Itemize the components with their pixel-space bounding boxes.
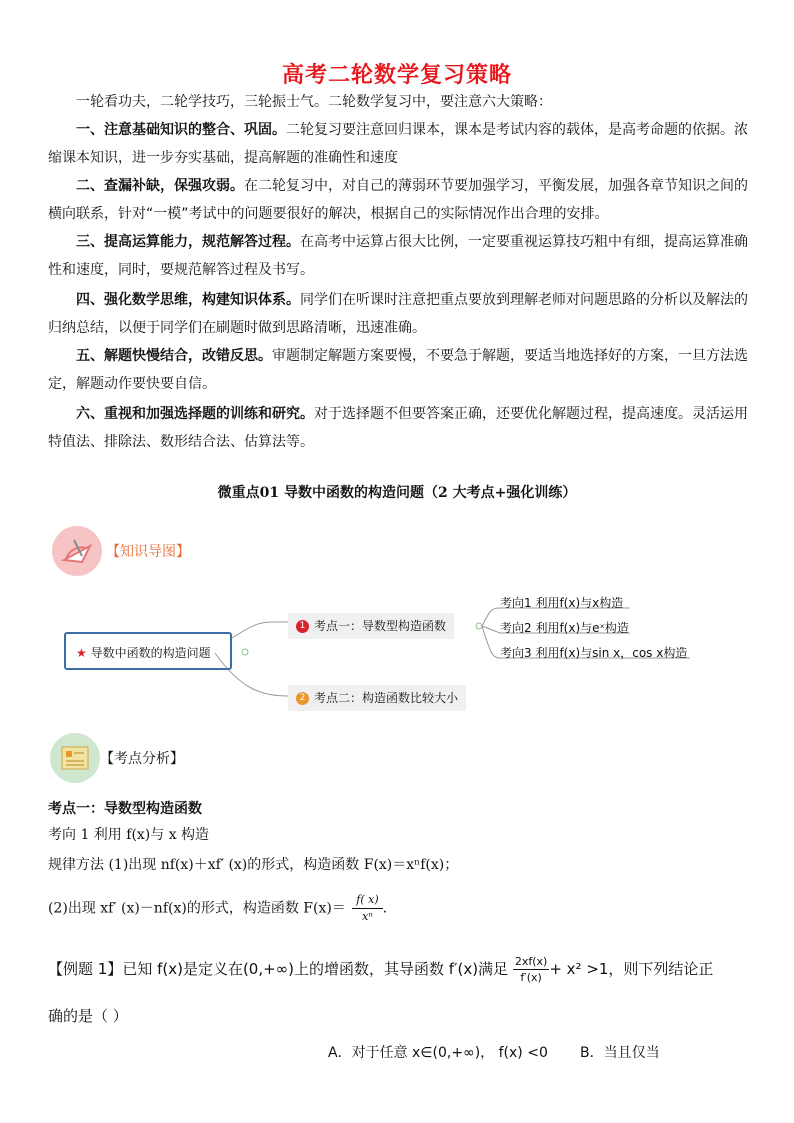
strategy-6-body: 对于选择题不但要答案正确，还要优化解题过程，提高速度。灵活运用特值法、排除法、数形结合法、估算法等。 [48, 406, 748, 450]
knowledge-map-label: 【知识导图】 [106, 544, 190, 560]
strategy-6-head: 六、重视和加强选择题的训练和研究。 [76, 406, 314, 422]
branch-1-label: 考点一：导数型构造函数 [314, 619, 447, 633]
example-label: 【例题 1】 [48, 960, 123, 978]
strategy-3 [48, 228, 748, 284]
example-text-c: 确的是（ ） [48, 1007, 128, 1025]
branch-2-label: 考点二：构造函数比较大小 [314, 691, 459, 705]
branch-2-number: 2 [296, 692, 309, 705]
fraction-numerator: f( x) [352, 892, 382, 909]
strategy-5-body: 审题制定解题方案要慢，不要急于解题，要适当地选择好的方案，一旦方法选定，解题动作要快要自信。 [48, 348, 748, 392]
example-fraction-denominator: f′(x) [520, 971, 542, 984]
point-1-title: 考点一：导数型构造函数 [48, 801, 202, 817]
strategy-3-body: 在高考中运算占很大比例，一定要重视运算技巧粗中有细，提高运算准确性和速度，同时，要规范解答过程及书写。 [48, 234, 748, 278]
strategy-4 [48, 286, 748, 342]
example-fraction-numerator: 2xf(x) [514, 955, 548, 968]
document-icon [50, 733, 100, 783]
strategy-1-head: 一、注意基础知识的整合、巩固。 [76, 122, 286, 138]
example-text-a: 已知 f(x)是定义在(0,+∞)上的增函数，其导函数 f′(x)满足 [122, 960, 509, 978]
mindmap-branch-1 [288, 613, 454, 639]
strategy-6 [48, 400, 748, 456]
strategy-4-head: 四、强化数学思维，构建知识体系。 [76, 292, 300, 308]
mindmap-root-label: 导数中函数的构造问题 [90, 646, 211, 660]
strategy-1 [48, 116, 748, 172]
option-b: B．当且仅当 [580, 1045, 660, 1061]
strategy-2-body: 在二轮复习中，对自己的薄弱环节要加强学习，平衡发展，加强各章节知识之间的横向联系，针对“一模”考试中的问题要很好的解决，根据自己的实际情况作出合理的安排。 [48, 178, 748, 222]
direction-1: 考向 1 利用 f(x)与 x 构造 [48, 827, 210, 843]
strategy-5 [48, 342, 748, 398]
fraction-denominator: xⁿ [362, 910, 373, 923]
fraction [352, 892, 382, 925]
analysis-label: 【考点分析】 [100, 751, 184, 767]
mindmap-leaf-1: 考向1 利用f(x)与x构造 [500, 596, 624, 610]
strategy-2-head: 二、查漏补缺，保强攻弱。 [76, 178, 244, 194]
page-title: 高考二轮数学复习策略 [281, 63, 512, 88]
intro-paragraph: 一轮看功夫，二轮学技巧，三轮振士气。二轮数学复习中，要注意六大策略： [76, 94, 552, 110]
strategy-4-body: 同学们在听课时注意把重点要放到理解老师对问题思路的分析以及解法的归纳总结，以便于同学们在刷题时做到思路清晰，迅速准确。 [48, 292, 748, 336]
mindmap-branch-2 [288, 685, 466, 711]
branch-1-number: 1 [296, 620, 309, 633]
rule-line-2-text: (2)出现 xf′ (x)－nf(x)的形式，构造函数 F(x)＝ [48, 900, 346, 917]
example-text-b: + x² >1，则下列结论正 [549, 960, 714, 978]
mindmap-leaf-2: 考向2 利用f(x)与eˣ构造 [500, 621, 629, 635]
mindmap-root [64, 632, 232, 670]
section-subtitle: 微重点01 导数中函数的构造问题（2 大考点+强化训练） [217, 485, 577, 501]
strategy-1-body: 二轮复习要注意回归课本，课本是考试内容的载体，是高考命题的依据。浓缩课本知识，进一步夯实基础，提高解题的准确性和速度 [48, 122, 748, 166]
mindmap-leaf-3: 考向3 利用f(x)与sin x，cos x构造 [500, 646, 688, 660]
strategy-5-head: 五、解题快慢结合，改错反思。 [76, 348, 272, 364]
example-fraction [513, 954, 549, 985]
example-1 [48, 954, 768, 985]
rule-line-1: 规律方法 (1)出现 nf(x)＋xf′ (x)的形式，构造函数 F(x)＝xⁿf(x)； [48, 857, 459, 873]
protractor-icon [52, 526, 102, 576]
star-icon: ★ [76, 646, 87, 660]
strategy-2 [48, 172, 748, 228]
rule-line-2: (2)出现 xf′ (x)－nf(x)的形式，构造函数 F(x)＝ $\frac{f( x)}{\text{xⁿ}}$ . [48, 893, 388, 923]
strategy-3-head: 三、提高运算能力，规范解答过程。 [76, 234, 300, 250]
option-a: A．对于任意 x∈(0,+∞)， f(x) <0 [328, 1045, 548, 1061]
